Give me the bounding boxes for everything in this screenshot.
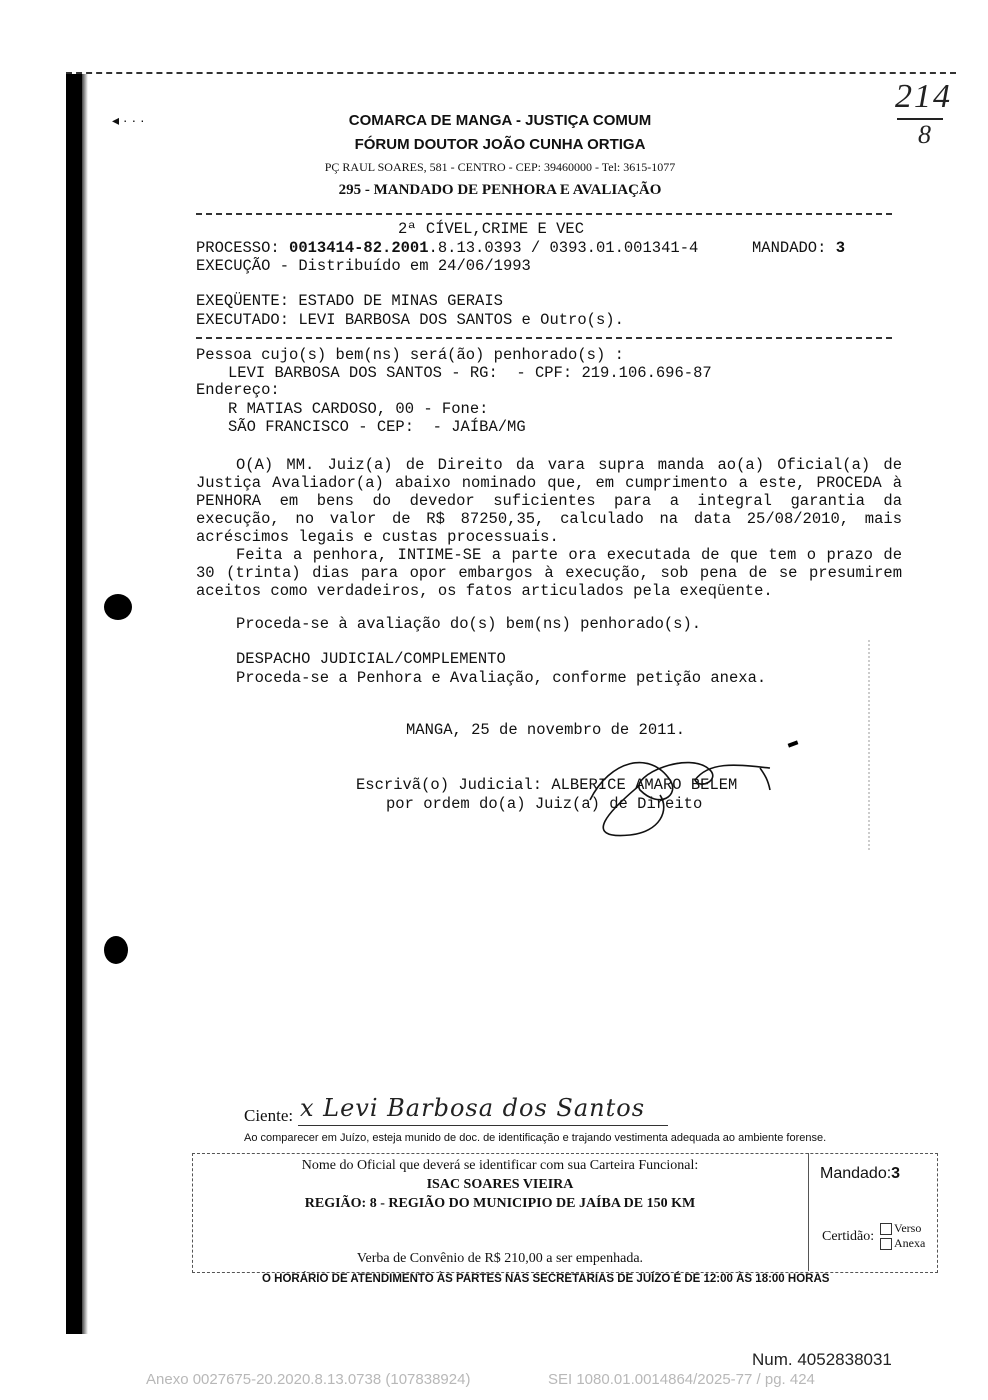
vara-name: 2ª CÍVEL,CRIME E VEC <box>398 220 585 238</box>
despacho-text: Proceda-se a Penhora e Avaliação, conforme petição anexa. <box>236 669 767 687</box>
oficial-name: ISAC SOARES VIEIRA <box>426 1177 574 1192</box>
punch-hole-mark <box>104 936 128 964</box>
pessoa-nome: LEVI BARBOSA DOS SANTOS - RG: - CPF: 219.106.696-87 <box>228 364 712 382</box>
place-date: MANGA, 25 de novembro de 2011. <box>406 721 686 739</box>
handwritten-page-mark: 8 <box>918 120 931 149</box>
forum-title: FÓRUM DOUTOR JOÃO CUNHA ORTIGA <box>354 136 646 153</box>
anexa-label: Anexa <box>894 1236 926 1250</box>
certidao-anexa-option[interactable] <box>880 1236 925 1251</box>
verso-checkbox[interactable] <box>880 1223 892 1235</box>
execucao-line: EXECUÇÃO - Distribuído em 24/06/1993 <box>196 257 531 275</box>
certidao-options <box>880 1221 925 1251</box>
box-mandado <box>820 1165 900 1183</box>
scan-left-shadow <box>82 74 88 1334</box>
document-title: 295 - MANDADO DE PENHORA E AVALIAÇÃO <box>338 182 662 198</box>
oficial-instruction: Nome do Oficial que deverá se identificar com sua Carteira Funcional: <box>301 1158 699 1173</box>
anexa-checkbox[interactable] <box>880 1238 892 1250</box>
exequente-line: EXEQÜENTE: ESTADO DE MINAS GERAIS <box>196 292 503 310</box>
horario-atendimento: O HORÁRIO DE ATENDIMENTO ÀS PARTES NAS SECRETARIAS DE JUÍZO É DE 12:00 ÀS 18:00 HORAS <box>262 1273 830 1285</box>
processo-number-bold: 0013414-82.2001 <box>289 239 429 257</box>
escriva-line: Escrivã(o) Judicial: ALBERICE AMARO BELEM <box>356 776 738 794</box>
mandado-line <box>752 239 845 257</box>
certidao-verso-option[interactable] <box>880 1221 925 1236</box>
verso-label: Verso <box>894 1221 922 1235</box>
processo-label: PROCESSO: <box>196 239 290 257</box>
footer-sei: SEI 1080.01.0014864/2025-77 / pg. 424 <box>548 1371 815 1388</box>
endereco-line1: R MATIAS CARDOSO, 00 - Fone: <box>228 400 489 418</box>
processo-number-rest: .8.13.0393 / 0393.01.001341-4 <box>428 239 699 257</box>
punch-hole-mark <box>104 594 132 620</box>
certidao-label: Certidão: <box>822 1229 875 1244</box>
paragraph-penhora: O(A) MM. Juiz(a) de Direito da vara supra manda ao(a) Oficial(a) de Justiça Avaliador(a) abaixo nominado que, em cumprimento a este, PROCEDA à PENHORA em bens do devedor suficientes para a integral garantia da execução, no valor de R$ 87250,35, calculado na data 25/08/2010, mais acréscimos legais e custas processuais. <box>196 456 902 546</box>
court-title: COMARCA DE MANGA - JUSTIÇA COMUM <box>348 112 652 129</box>
vestimenta-notice: Ao comparecer em Juízo, esteja munido de doc. de identificação e trajando vestimenta adequada ao ambiente forense. <box>244 1132 827 1144</box>
footer-num: Num. 4052838031 <box>752 1350 892 1369</box>
footer-anexo: Anexo 0027675-20.2020.8.13.0738 (107838924) <box>146 1371 471 1388</box>
ciente-underline <box>298 1125 668 1126</box>
handwritten-signature <box>570 740 790 840</box>
ciente-label: Ciente: <box>244 1106 294 1125</box>
verba-convenio: Verba de Convênio de R$ 210,00 a ser empenhada. <box>356 1251 644 1266</box>
box-mandado-number: 3 <box>891 1165 901 1182</box>
despacho-title: DESPACHO JUDICIAL/COMPLEMENTO <box>236 650 506 668</box>
mandado-label: MANDADO: <box>752 239 836 257</box>
endereco-line2: SÃO FRANCISCO - CEP: - JAÍBA/MG <box>228 418 526 436</box>
oficial-box-divider <box>808 1153 809 1271</box>
paragraph-avaliacao: Proceda-se à avaliação do(s) bem(ns) penhorado(s). <box>236 615 702 633</box>
court-address: PÇ RAUL SOARES, 581 - CENTRO - CEP: 39460000 - Tel: 3615-1077 <box>324 160 676 174</box>
pessoa-label: Pessoa cujo(s) bem(ns) será(ão) penhorado(s) : <box>196 346 624 364</box>
oficial-regiao: REGIÃO: 8 - REGIÃO DO MUNICIPIO DE JAÍBA DE 150 KM <box>304 1196 696 1211</box>
mandado-number: 3 <box>835 239 846 257</box>
ciente-handwritten-signature: x Levi Barbosa dos Santos <box>300 1094 646 1122</box>
scan-speck: ◂ · · · <box>112 112 145 128</box>
paragraph-intimacao: Feita a penhora, INTIME-SE a parte ora executada de que tem o prazo de 30 (trinta) dias para opor embargos à execução, sob pena de se presumirem aceitos como verdadeiros, os fatos articulados pela exeqüente. <box>196 546 902 600</box>
faint-stamp-mark <box>868 640 886 850</box>
handwritten-page-number: 214 <box>895 78 952 115</box>
endereco-label: Endereço: <box>196 381 280 399</box>
scan-top-border <box>66 72 956 74</box>
separator-line <box>196 337 892 339</box>
executado-line: EXECUTADO: LEVI BARBOSA DOS SANTOS e Outro(s). <box>196 311 624 329</box>
processo-line <box>196 239 698 257</box>
scan-left-border <box>66 74 82 1334</box>
ordem-line: por ordem do(a) Juiz(a) de Direito <box>386 795 703 813</box>
box-mandado-label: Mandado: <box>820 1165 892 1182</box>
separator-line <box>196 213 892 215</box>
